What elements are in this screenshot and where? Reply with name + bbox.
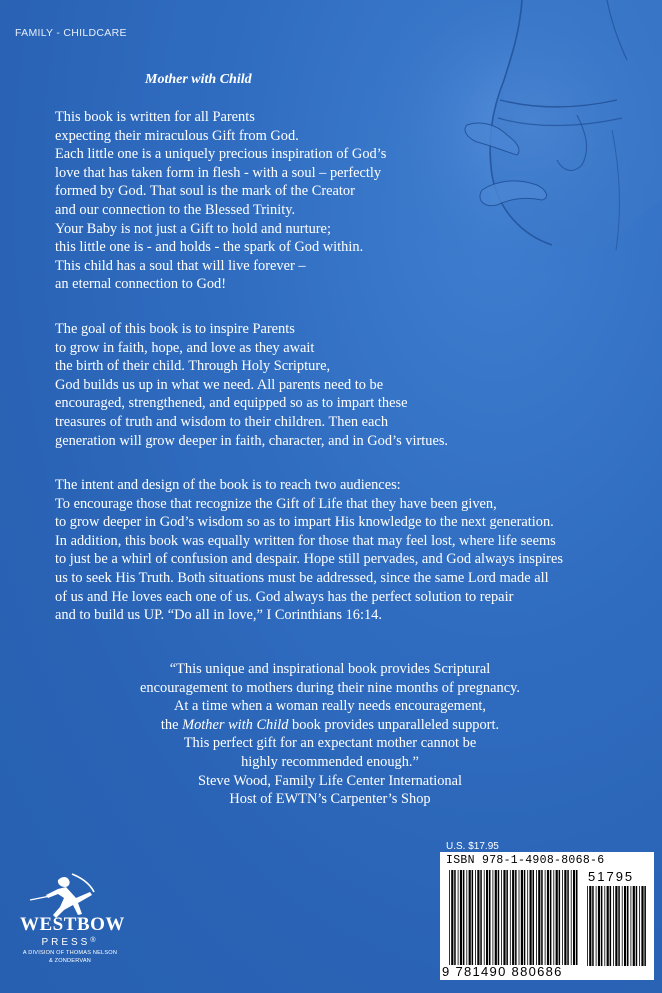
publisher-name: WESTBOW — [20, 914, 125, 935]
text-line: to grow in faith, hope, and love as they await — [55, 339, 315, 356]
text-line: and to build us UP. “Do all in love,” I Corinthians 16:14. — [55, 607, 382, 624]
text-line: Your Baby is not just a Gift to hold and nurture; — [55, 220, 331, 237]
barcode-bars — [448, 870, 580, 965]
pregnant-mother-illustration — [372, 0, 662, 270]
text-line: The goal of this book is to inspire Parents — [55, 321, 295, 337]
text-line: formed by God. That soul is the mark of the Creator — [55, 183, 355, 200]
quote-line: “This unique and inspirational book provides Scriptural — [169, 661, 491, 677]
paragraph-intent — [55, 476, 563, 625]
runner-archer-icon — [20, 870, 120, 920]
isbn-barcode — [440, 852, 654, 980]
text-line: us to seek His Truth. Both situations must be addressed, since the same Lord made all — [55, 569, 549, 586]
price-label: U.S. $17.95 — [446, 841, 499, 852]
text-line: This book is written for all Parents — [55, 109, 255, 125]
text-line: encouraged, strengthened, and equipped so as to impart these — [55, 395, 408, 412]
quote-line: At a time when a woman really needs encouragement, — [173, 698, 487, 715]
publisher-logo — [20, 870, 125, 980]
publisher-division: A DIVISION OF THOMAS NELSON — [22, 950, 118, 956]
text-line: The intent and design of the book is to reach two audiences: — [55, 477, 401, 493]
quote-line: This perfect gift for an expectant mother cannot be — [183, 735, 477, 752]
quote-author: Steve Wood, Family Life Center International — [198, 772, 462, 789]
text-line: treasures of truth and wisdom to their children. Then each — [55, 413, 389, 430]
quote-book-title: Mother with Child — [182, 716, 289, 733]
category-label: FAMILY - CHILDCARE — [15, 27, 127, 39]
barcode-digits: 9 781490 880686 — [442, 964, 563, 979]
endorsement-quote — [120, 660, 540, 809]
text-line: the birth of their child. Through Holy Scripture, — [55, 358, 331, 375]
text-line: This child has a soul that will live forever – — [55, 257, 306, 274]
text-line: To encourage those that recognize the Gift of Life that they have been given, — [55, 495, 497, 512]
book-title: Mother with Child — [145, 72, 252, 87]
text-line: Each little one is a uniquely precious inspiration of God’s — [55, 146, 387, 163]
paragraph-goal — [55, 320, 448, 450]
publisher-division: & ZONDERVAN — [48, 958, 92, 964]
text-line: love that has taken form in flesh - with a soul – perfectly — [55, 164, 382, 181]
text-line: this little one is - and holds - the spark of God within. — [55, 239, 364, 256]
quote-author-title: Host of EWTN’s Carpenter’s Shop — [229, 791, 431, 808]
text-line: an eternal connection to God! — [55, 276, 227, 293]
addon-number: 51795 — [588, 869, 635, 884]
quote-line: highly recommended enough.” — [241, 753, 419, 770]
paragraph-intro — [55, 108, 386, 294]
text-line: and our connection to the Blessed Trinity. — [55, 201, 296, 218]
isbn-number: ISBN 978-1-4908-8068-6 — [446, 854, 605, 867]
text-line: to grow deeper in God’s wisdom so as to impart His knowledge to the next generation. — [55, 514, 554, 531]
text-line: generation will grow deeper in faith, character, and in God’s virtues. — [55, 432, 449, 449]
quote-line — [120, 716, 540, 735]
addon-barcode-bars — [586, 886, 648, 966]
text-line: expecting their miraculous Gift from God. — [55, 127, 299, 144]
quote-line: encouragement to mothers during their nine months of pregnancy. — [140, 679, 520, 696]
quote-text: book provides unparalleled support. — [288, 716, 500, 733]
text-line: of us and He loves each one of us. God always has the perfect solution to repair — [55, 588, 514, 605]
quote-text: the — [160, 716, 183, 733]
text-line: In addition, this book was equally written for those that may feel lost, where life seems — [55, 532, 556, 549]
publisher-press: PRESS® — [41, 937, 99, 948]
text-line: God builds us up in what we need. All parents need to be — [55, 376, 384, 393]
text-line: to just be a whirl of confusion and despair. Hope still pervades, and God always inspires — [55, 551, 563, 568]
